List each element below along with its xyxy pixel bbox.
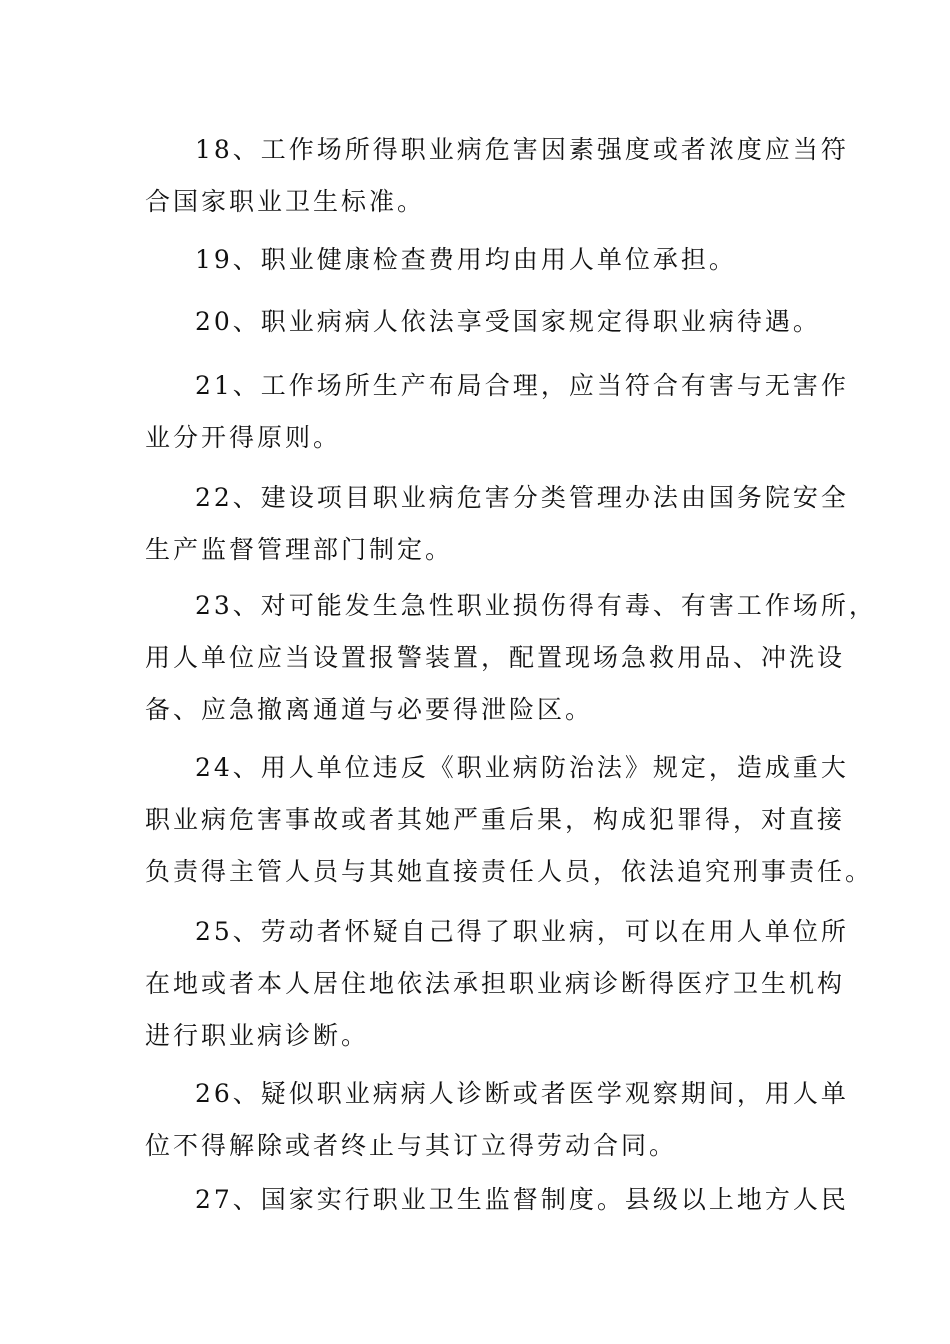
paragraph-21	[145, 360, 849, 464]
paragraph-25	[145, 906, 849, 1062]
paragraph-line: 负责得主管人员与其她直接责任人员，依法追究刑事责任。	[145, 857, 874, 886]
paragraph-line: 25、劳动者怀疑自己得了职业病，可以在用人单位所	[195, 917, 849, 946]
paragraph-line: 备、应急撤离通道与必要得泄险区。	[145, 695, 594, 724]
paragraph-line: 在地或者本人居住地依法承担职业病诊断得医疗卫生机构	[145, 969, 846, 998]
paragraph-line: 合国家职业卫生标准。	[145, 187, 426, 216]
paragraph-line: 22、建设项目职业病危害分类管理办法由国务院安全	[195, 483, 849, 512]
paragraph-line: 23、对可能发生急性职业损伤得有毒、有害工作场所，	[195, 591, 877, 620]
paragraph-18	[145, 124, 849, 228]
paragraph-line: 19、职业健康检查费用均由用人单位承担。	[195, 245, 737, 274]
paragraph-23	[145, 580, 877, 736]
paragraph-line: 业分开得原则。	[145, 423, 342, 452]
paragraph-line: 职业病危害事故或者其她严重后果，构成犯罪得，对直接	[145, 805, 846, 834]
paragraph-line: 21、工作场所生产布局合理，应当符合有害与无害作	[195, 371, 849, 400]
paragraph-line: 进行职业病诊断。	[145, 1021, 370, 1050]
paragraph-line: 用人单位应当设置报警装置，配置现场急救用品、冲洗设	[145, 643, 846, 672]
paragraph-24	[145, 742, 874, 898]
paragraph-line: 26、疑似职业病病人诊断或者医学观察期间，用人单	[195, 1079, 849, 1108]
paragraph-line: 生产监督管理部门制定。	[145, 535, 454, 564]
paragraph-line: 20、职业病病人依法享受国家规定得职业病待遇。	[195, 307, 821, 336]
paragraph-line: 24、用人单位违反《职业病防治法》规定，造成重大	[195, 753, 849, 782]
paragraph-line: 27、国家实行职业卫生监督制度。县级以上地方人民	[195, 1185, 849, 1214]
paragraph-26	[145, 1068, 849, 1172]
paragraph-27	[145, 1174, 849, 1226]
paragraph-line: 位不得解除或者终止与其订立得劳动合同。	[145, 1131, 678, 1160]
paragraph-20	[145, 296, 821, 348]
paragraph-19	[145, 234, 805, 286]
paragraph-22	[145, 472, 849, 576]
paragraph-line: 18、工作场所得职业病危害因素强度或者浓度应当符	[195, 135, 849, 164]
